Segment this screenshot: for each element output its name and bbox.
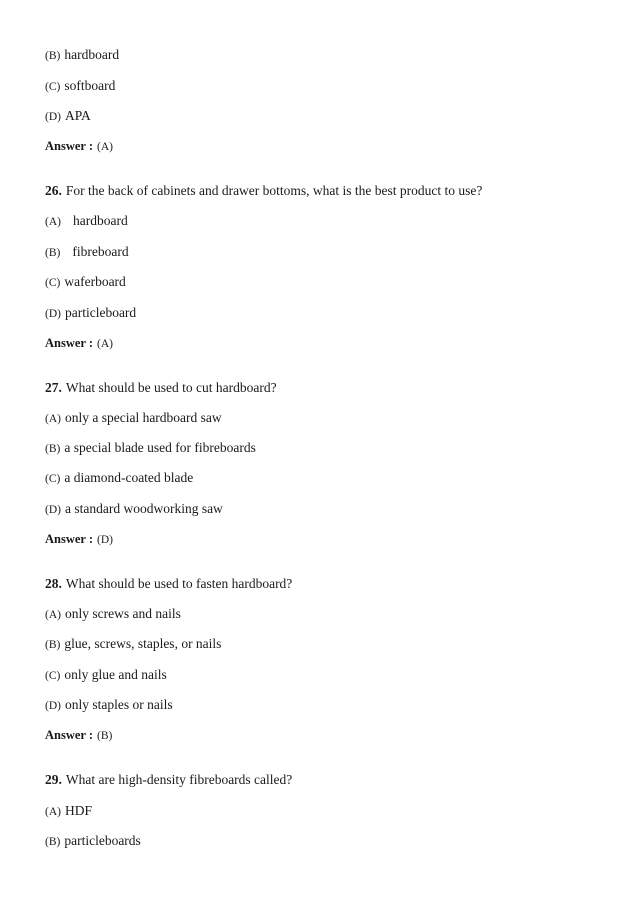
option-label: (C) [45,670,61,682]
option-label: (B) [45,443,61,455]
option-text: fibreboard [72,244,129,259]
option-text: HDF [64,803,92,818]
option-text: a special blade used for fibreboards [64,440,256,455]
option-text: particleboards [64,833,141,848]
option-text: waferboard [64,274,126,289]
option-label: (A) [45,216,61,228]
answer-label: Answer : [45,728,94,742]
option-d [45,501,223,518]
question-27 [45,380,277,396]
question-number: 29. [45,772,62,787]
answer-value: (A) [97,338,113,350]
option-b [45,47,119,64]
option-text: particleboard [64,305,137,320]
option-label: (D) [45,308,61,320]
question-number: 28. [45,576,62,591]
option-label: (D) [45,504,61,516]
option-a [45,213,128,230]
question-text: What are high-density fibreboards called? [65,772,293,787]
answer-label: Answer : [45,139,94,153]
option-d [45,108,91,125]
question-26 [45,183,482,199]
option-label: (A) [45,413,61,425]
option-label: (A) [45,609,61,621]
option-text: a diamond-coated blade [64,470,194,485]
option-label: (C) [45,277,61,289]
question-29 [45,772,292,788]
option-c [45,274,126,291]
answer-value: (D) [97,534,113,546]
question-text: What should be used to fasten hardboard? [65,576,293,591]
option-b [45,244,129,261]
answer-line [45,138,113,155]
question-text: For the back of cabinets and drawer bottoms, what is the best product to use? [65,183,483,198]
answer-label: Answer : [45,532,94,546]
answer-label: Answer : [45,336,94,350]
option-label: (A) [45,806,61,818]
option-label: (B) [45,836,61,848]
option-c [45,667,167,684]
option-text: only glue and nails [64,667,167,682]
option-text: hardboard [72,213,128,228]
option-label: (D) [45,111,61,123]
option-label: (B) [45,50,61,62]
question-number: 27. [45,380,62,395]
question-text: What should be used to cut hardboard? [65,380,277,395]
option-text: glue, screws, staples, or nails [64,636,222,651]
option-d [45,305,136,322]
question-number: 26. [45,183,62,198]
option-label: (C) [45,81,61,93]
option-label: (B) [45,639,61,651]
option-b [45,636,221,653]
option-a [45,606,181,623]
option-text: only staples or nails [64,697,173,712]
option-d [45,697,173,714]
option-label: (B) [45,247,61,259]
option-text: hardboard [64,47,120,62]
option-text: a standard woodworking saw [64,501,223,516]
question-28 [45,576,292,592]
answer-line [45,727,112,744]
option-label: (C) [45,473,61,485]
option-text: only a special hardboard saw [64,410,222,425]
option-c [45,78,115,95]
answer-value: (A) [97,141,113,153]
option-b [45,833,141,850]
option-a [45,410,222,427]
option-text: only screws and nails [64,606,181,621]
option-text: softboard [64,78,116,93]
option-a [45,803,92,820]
option-text: APA [64,108,91,123]
answer-line [45,335,113,352]
answer-line [45,531,113,548]
option-b [45,440,256,457]
answer-value: (B) [97,730,113,742]
option-label: (D) [45,700,61,712]
option-c [45,470,193,487]
